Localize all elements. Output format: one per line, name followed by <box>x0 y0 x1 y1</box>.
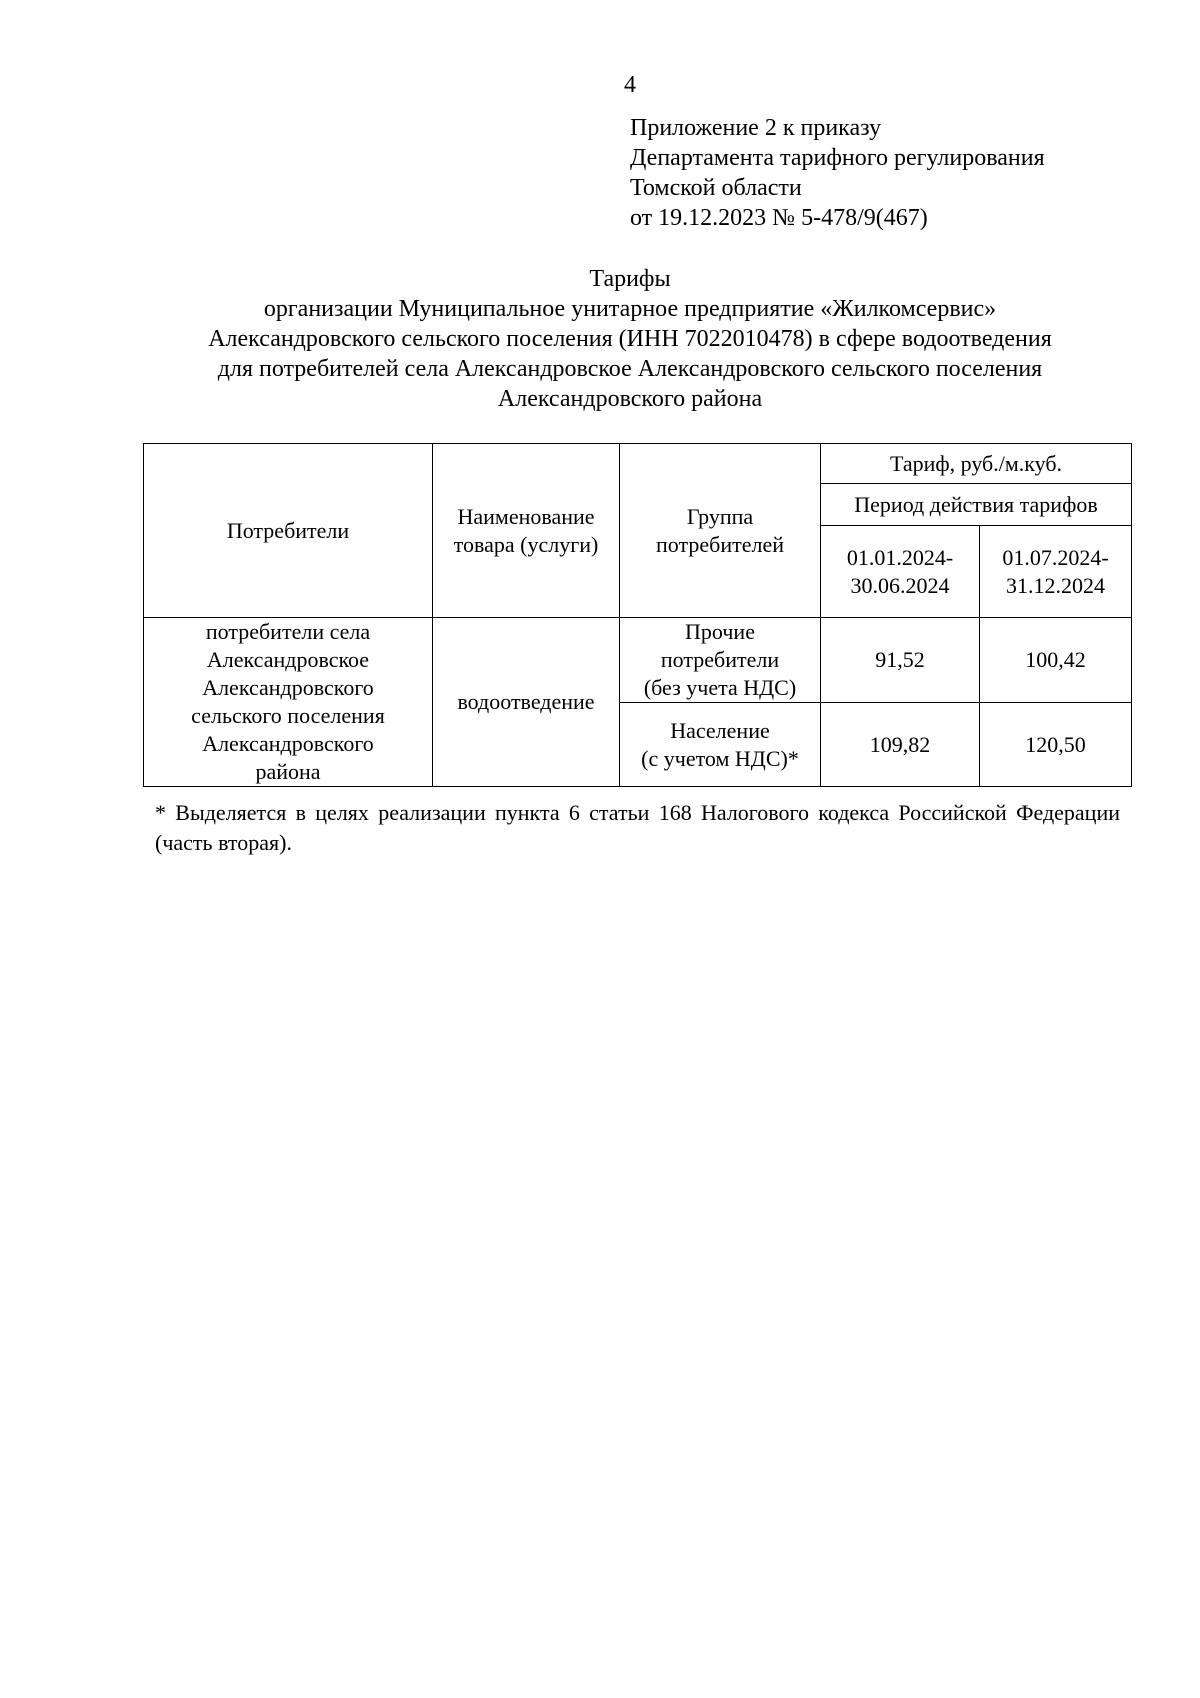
consumers-cell <box>144 618 433 787</box>
title-line: организации Муниципальное унитарное предприятие «Жилкомсервис» <box>263 296 997 322</box>
header-period-1 <box>821 526 980 618</box>
header-period-2-label: 01.07.2024- <box>1002 544 1109 570</box>
document-title <box>120 264 1140 414</box>
consumers-line: Александровского <box>202 731 374 756</box>
table-header-row <box>144 444 1132 484</box>
header-period-label: Период действия тарифов <box>854 491 1098 517</box>
header-group-label: потребителей <box>656 531 784 557</box>
page-number: 4 <box>624 72 636 98</box>
header-period <box>821 484 1132 526</box>
group-line: Население <box>670 717 770 743</box>
header-tariff <box>821 444 1132 484</box>
header-period-2 <box>980 526 1132 618</box>
appendix-line: Приложение 2 к приказу <box>630 115 882 141</box>
consumers-line: сельского поселения <box>191 703 385 728</box>
appendix-line: от 19.12.2023 № 5-478/9(467) <box>630 205 928 231</box>
footnote: * Выделяется в целях реализации пункта 6 статьи 168 Налогового кодекса Российской Федерации (часть вторая). <box>155 800 1120 855</box>
header-consumers <box>144 444 433 618</box>
header-group <box>620 444 821 618</box>
consumers-line: Александровское <box>206 647 370 672</box>
title-line: Тарифы <box>589 266 671 292</box>
header-period-1-label: 30.06.2024 <box>850 572 950 598</box>
group-line: Прочие <box>685 619 755 644</box>
tariff-value-cell <box>821 618 980 703</box>
tariff-value: 100,42 <box>1025 647 1086 672</box>
tariff-value: 109,82 <box>869 731 931 757</box>
group-cell <box>620 618 821 703</box>
title-line: для потребителей села Александровское Александровского сельского поселения <box>217 356 1043 382</box>
tariff-value-cell <box>821 703 980 787</box>
tariff-value-cell <box>980 703 1132 787</box>
service-cell <box>433 618 620 787</box>
appendix-line: Томской области <box>630 175 802 201</box>
group-cell <box>620 703 821 787</box>
tariff-table <box>143 443 1132 787</box>
header-period-2-label: 31.12.2024 <box>1006 572 1105 598</box>
consumers-line: района <box>255 759 321 784</box>
header-goods-label: товара (услуги) <box>453 531 599 557</box>
header-goods <box>433 444 620 618</box>
title-line: Александровского района <box>497 386 763 412</box>
tariff-value: 120,50 <box>1025 731 1086 757</box>
header-goods-label: Наименование <box>457 503 595 529</box>
consumers-line: потребители села <box>205 619 371 644</box>
group-line: (без учета НДС) <box>643 675 797 700</box>
consumers-line: Александровского <box>202 675 374 700</box>
header-consumers-label: Потребители <box>226 517 350 543</box>
table-row <box>144 618 1132 703</box>
group-line: (с учетом НДС)* <box>641 745 799 771</box>
tariff-value-cell <box>980 618 1132 703</box>
group-line: потребители <box>660 647 780 672</box>
header-period-1-label: 01.01.2024- <box>846 544 954 570</box>
header-tariff-label: Тариф, руб./м.куб. <box>889 450 1063 476</box>
appendix-line: Департамента тарифного регулирования <box>630 145 1045 171</box>
appendix-block <box>630 113 1045 233</box>
title-line: Александровского сельского поселения (ИНН 7022010478) в сфере водоотведения <box>208 326 1052 352</box>
header-group-label: Группа <box>686 503 754 529</box>
tariff-value: 91,52 <box>875 647 925 672</box>
service-label: водоотведение <box>457 689 595 714</box>
